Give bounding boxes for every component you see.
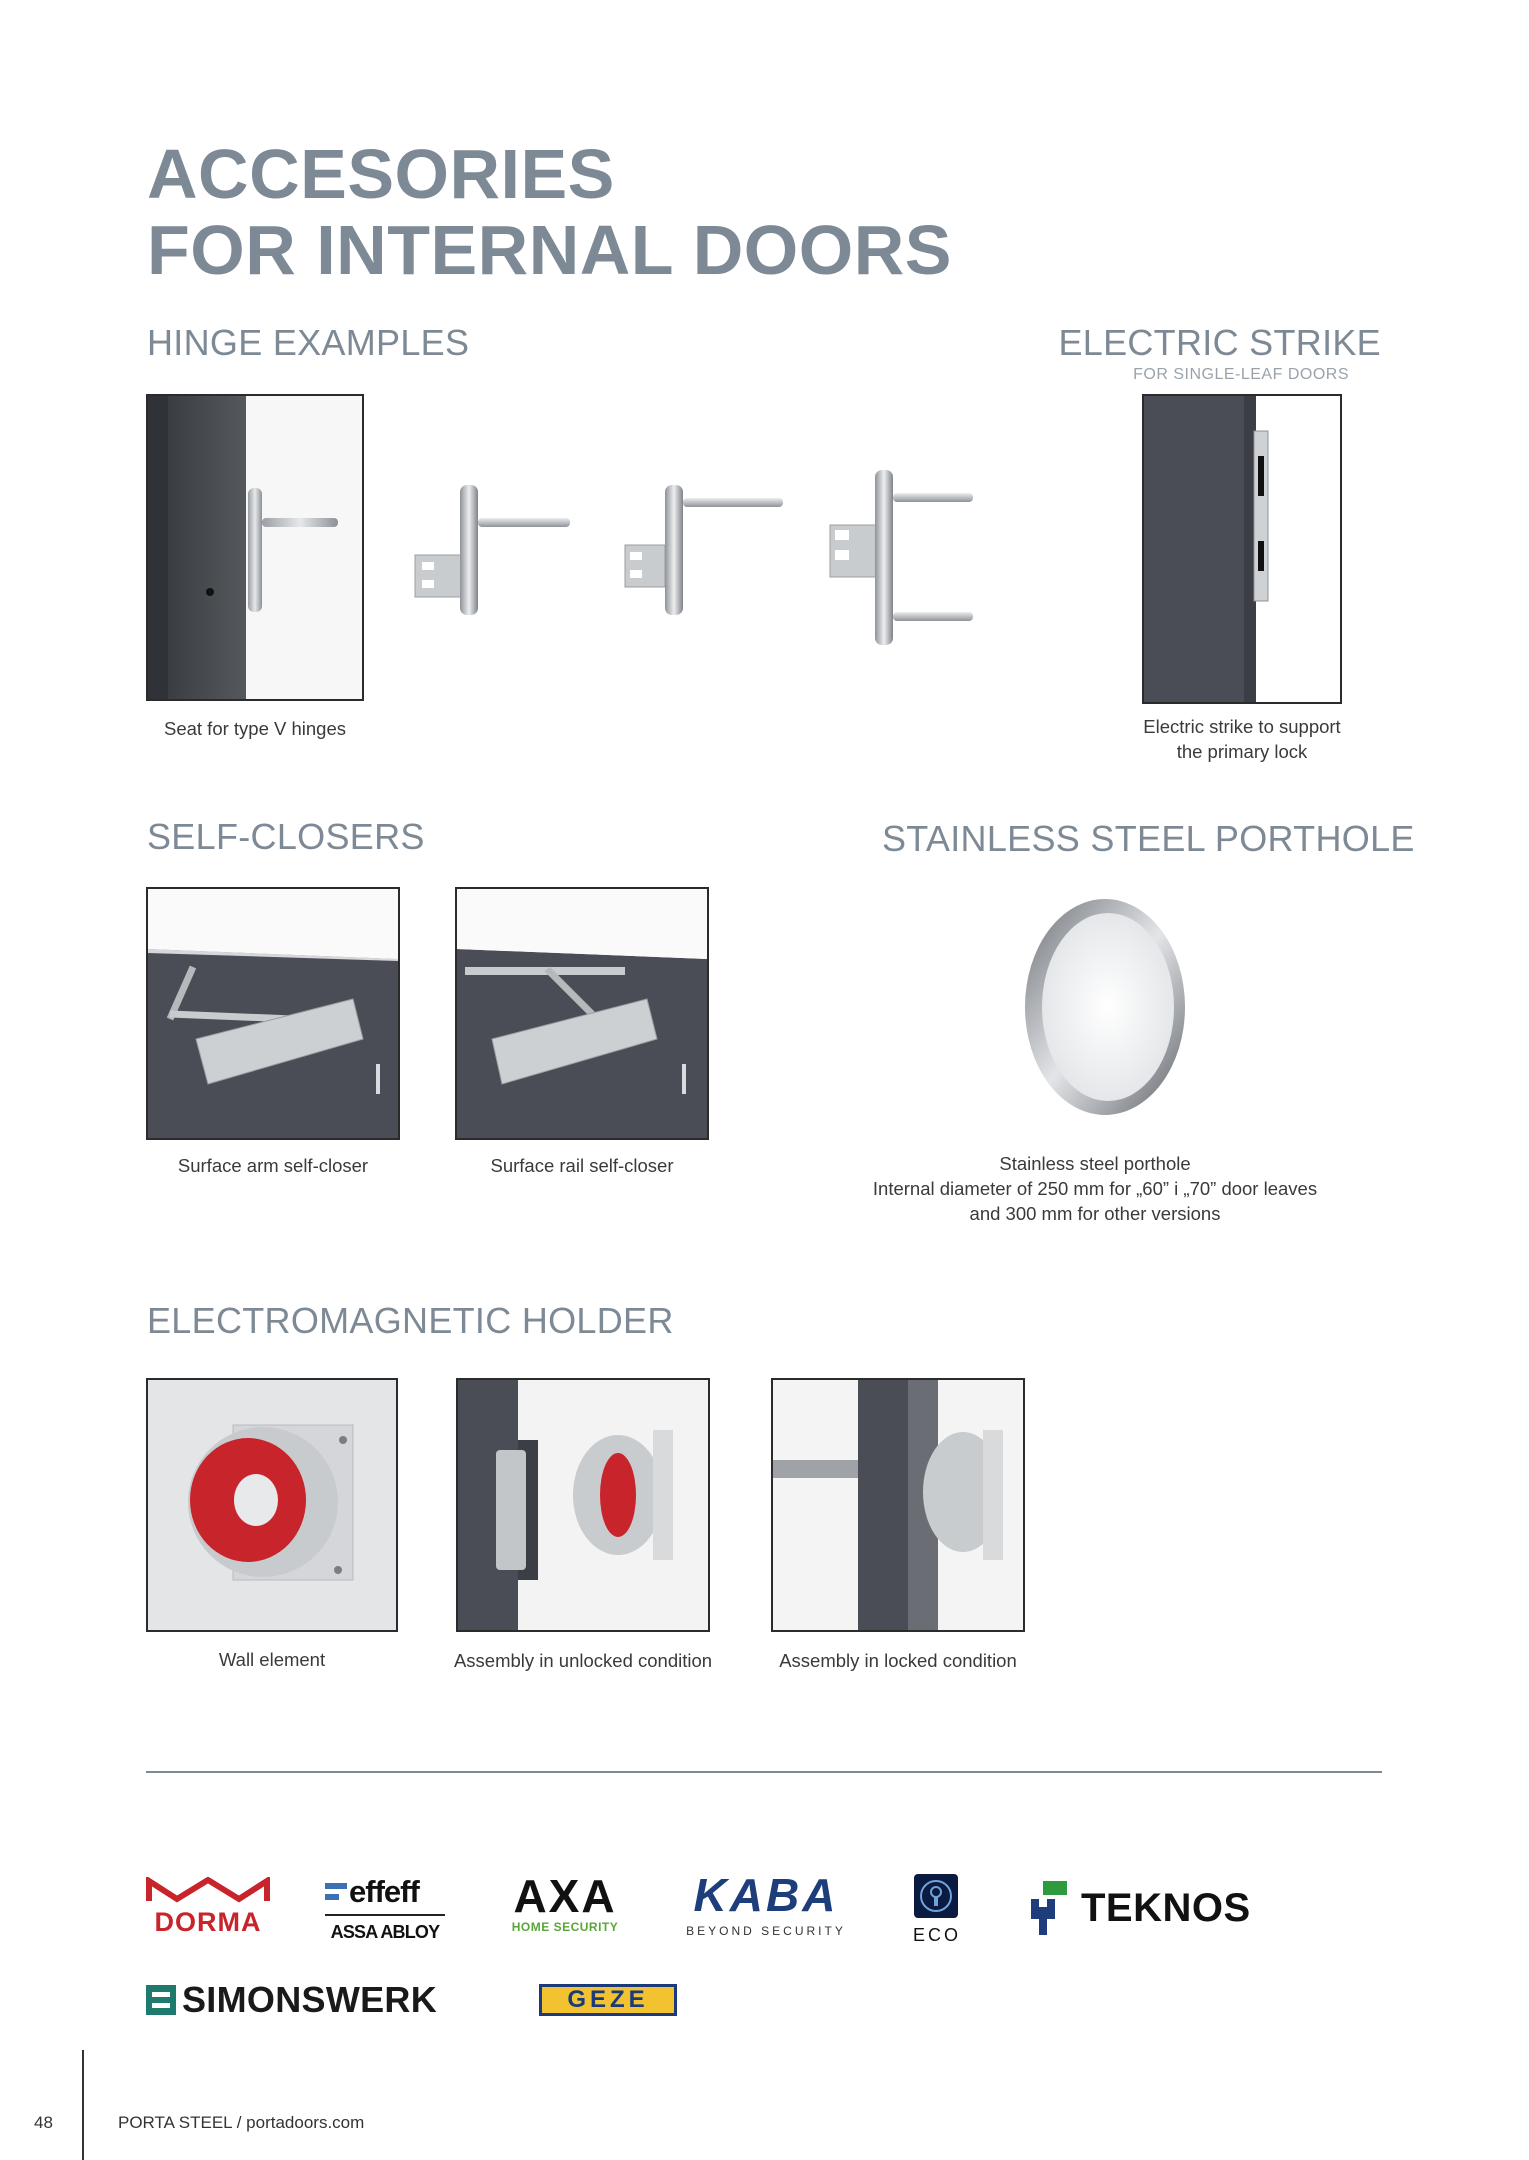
dorma-logo: [146, 1877, 270, 1941]
dorma-crown-icon: [146, 1877, 270, 1903]
page-title-line1: ACCESORIES: [147, 135, 615, 213]
axa-logo: [505, 1872, 625, 1942]
unlocked-assembly-image: [458, 1380, 708, 1630]
porthole-caption: [860, 1151, 1330, 1226]
page-title: [147, 136, 952, 288]
electric-strike-photo: [1142, 394, 1342, 704]
rail-closer-photo: [455, 887, 709, 1140]
porthole-caption-line3: and 300 mm for other versions: [969, 1203, 1221, 1224]
electric-strike-caption: [1110, 714, 1374, 764]
eco-logo-text: ECO: [912, 1925, 961, 1945]
hinge-2: [625, 485, 783, 615]
footer-separator: [82, 2050, 84, 2160]
electric-strike-image: [1144, 396, 1340, 702]
rail-closer-image: [457, 889, 707, 1138]
hinge-seat-photo: [146, 394, 364, 701]
electric-strike-subheading: FOR SINGLE-LEAF DOORS: [1133, 366, 1349, 383]
unlocked-assembly-caption: Assembly in unlocked condition: [453, 1650, 713, 1671]
wall-element-image: [148, 1380, 396, 1630]
page-number: 48: [34, 2113, 53, 2132]
locked-assembly-caption: Assembly in locked condition: [779, 1650, 1017, 1671]
effeff-mark-icon: [325, 1881, 347, 1903]
hinge-seat-image: [148, 396, 362, 699]
kaba-logo-subtext: BEYOND SECURITY: [686, 1924, 846, 1938]
hinge-seat-caption: Seat for type V hinges: [163, 718, 347, 739]
kaba-logo: [683, 1870, 849, 1942]
teknos-logo: [1027, 1878, 1267, 1938]
dorma-logo-text: DORMA: [154, 1907, 262, 1937]
section-divider: [146, 1771, 1382, 1773]
hinge-3: [830, 470, 973, 645]
hinge-examples-heading: HINGE EXAMPLES: [147, 322, 470, 363]
effeff-logo-text: effeff: [349, 1874, 419, 1909]
wall-element-photo: [146, 1378, 398, 1632]
locked-assembly-image: [773, 1380, 1023, 1630]
arm-closer-image: [148, 889, 398, 1138]
simonswerk-mark-icon: [146, 1985, 176, 2015]
eco-logo: [912, 1872, 962, 1944]
wall-element-caption: Wall element: [218, 1649, 326, 1670]
teknos-logo-text: TEKNOS: [1081, 1885, 1251, 1930]
self-closers-heading: SELF-CLOSERS: [147, 816, 425, 857]
teknos-brush-icon: [1027, 1879, 1075, 1937]
porthole-heading: STAINLESS STEEL PORTHOLE: [882, 818, 1415, 859]
simonswerk-logo-text: SIMONSWERK: [182, 1979, 437, 2020]
hinge-products-image: [410, 470, 980, 650]
porthole-caption-line1: Stainless steel porthole: [999, 1153, 1191, 1174]
geze-logo-text: GEZE: [567, 1986, 649, 2013]
rail-closer-caption: Surface rail self-closer: [490, 1155, 674, 1176]
effeff-assa-abloy-logo: [325, 1874, 445, 1944]
unlocked-assembly-photo: [456, 1378, 710, 1632]
arm-closer-caption: Surface arm self-closer: [177, 1155, 369, 1176]
porthole-image: [1020, 895, 1190, 1120]
geze-logo: [539, 1984, 677, 2016]
page-title-line2: FOR INTERNAL DOORS: [147, 211, 952, 289]
footer-text: PORTA STEEL / portadoors.com: [118, 2113, 365, 2132]
kaba-logo-text: KABA: [693, 1869, 839, 1921]
electric-strike-caption-line2: the primary lock: [1176, 741, 1308, 762]
eco-keyhole-icon: [912, 1872, 960, 1920]
assa-abloy-logo-text: ASSA ABLOY: [325, 1914, 445, 1943]
electric-strike-caption-line1: Electric strike to support: [1143, 716, 1341, 737]
hinge-1: [415, 485, 570, 615]
electromagnetic-holder-heading: ELECTROMAGNETIC HOLDER: [147, 1300, 674, 1341]
simonswerk-logo: [146, 1980, 466, 2020]
porthole-caption-line2: Internal diameter of 250 mm for „60” i „70” door leaves: [872, 1178, 1318, 1199]
electric-strike-heading: ELECTRIC STRIKE: [1058, 322, 1381, 363]
locked-assembly-photo: [771, 1378, 1025, 1632]
arm-closer-photo: [146, 887, 400, 1140]
axa-logo-subtext: HOME SECURITY: [511, 1920, 619, 1934]
axa-logo-text: AXA: [513, 1870, 617, 1922]
